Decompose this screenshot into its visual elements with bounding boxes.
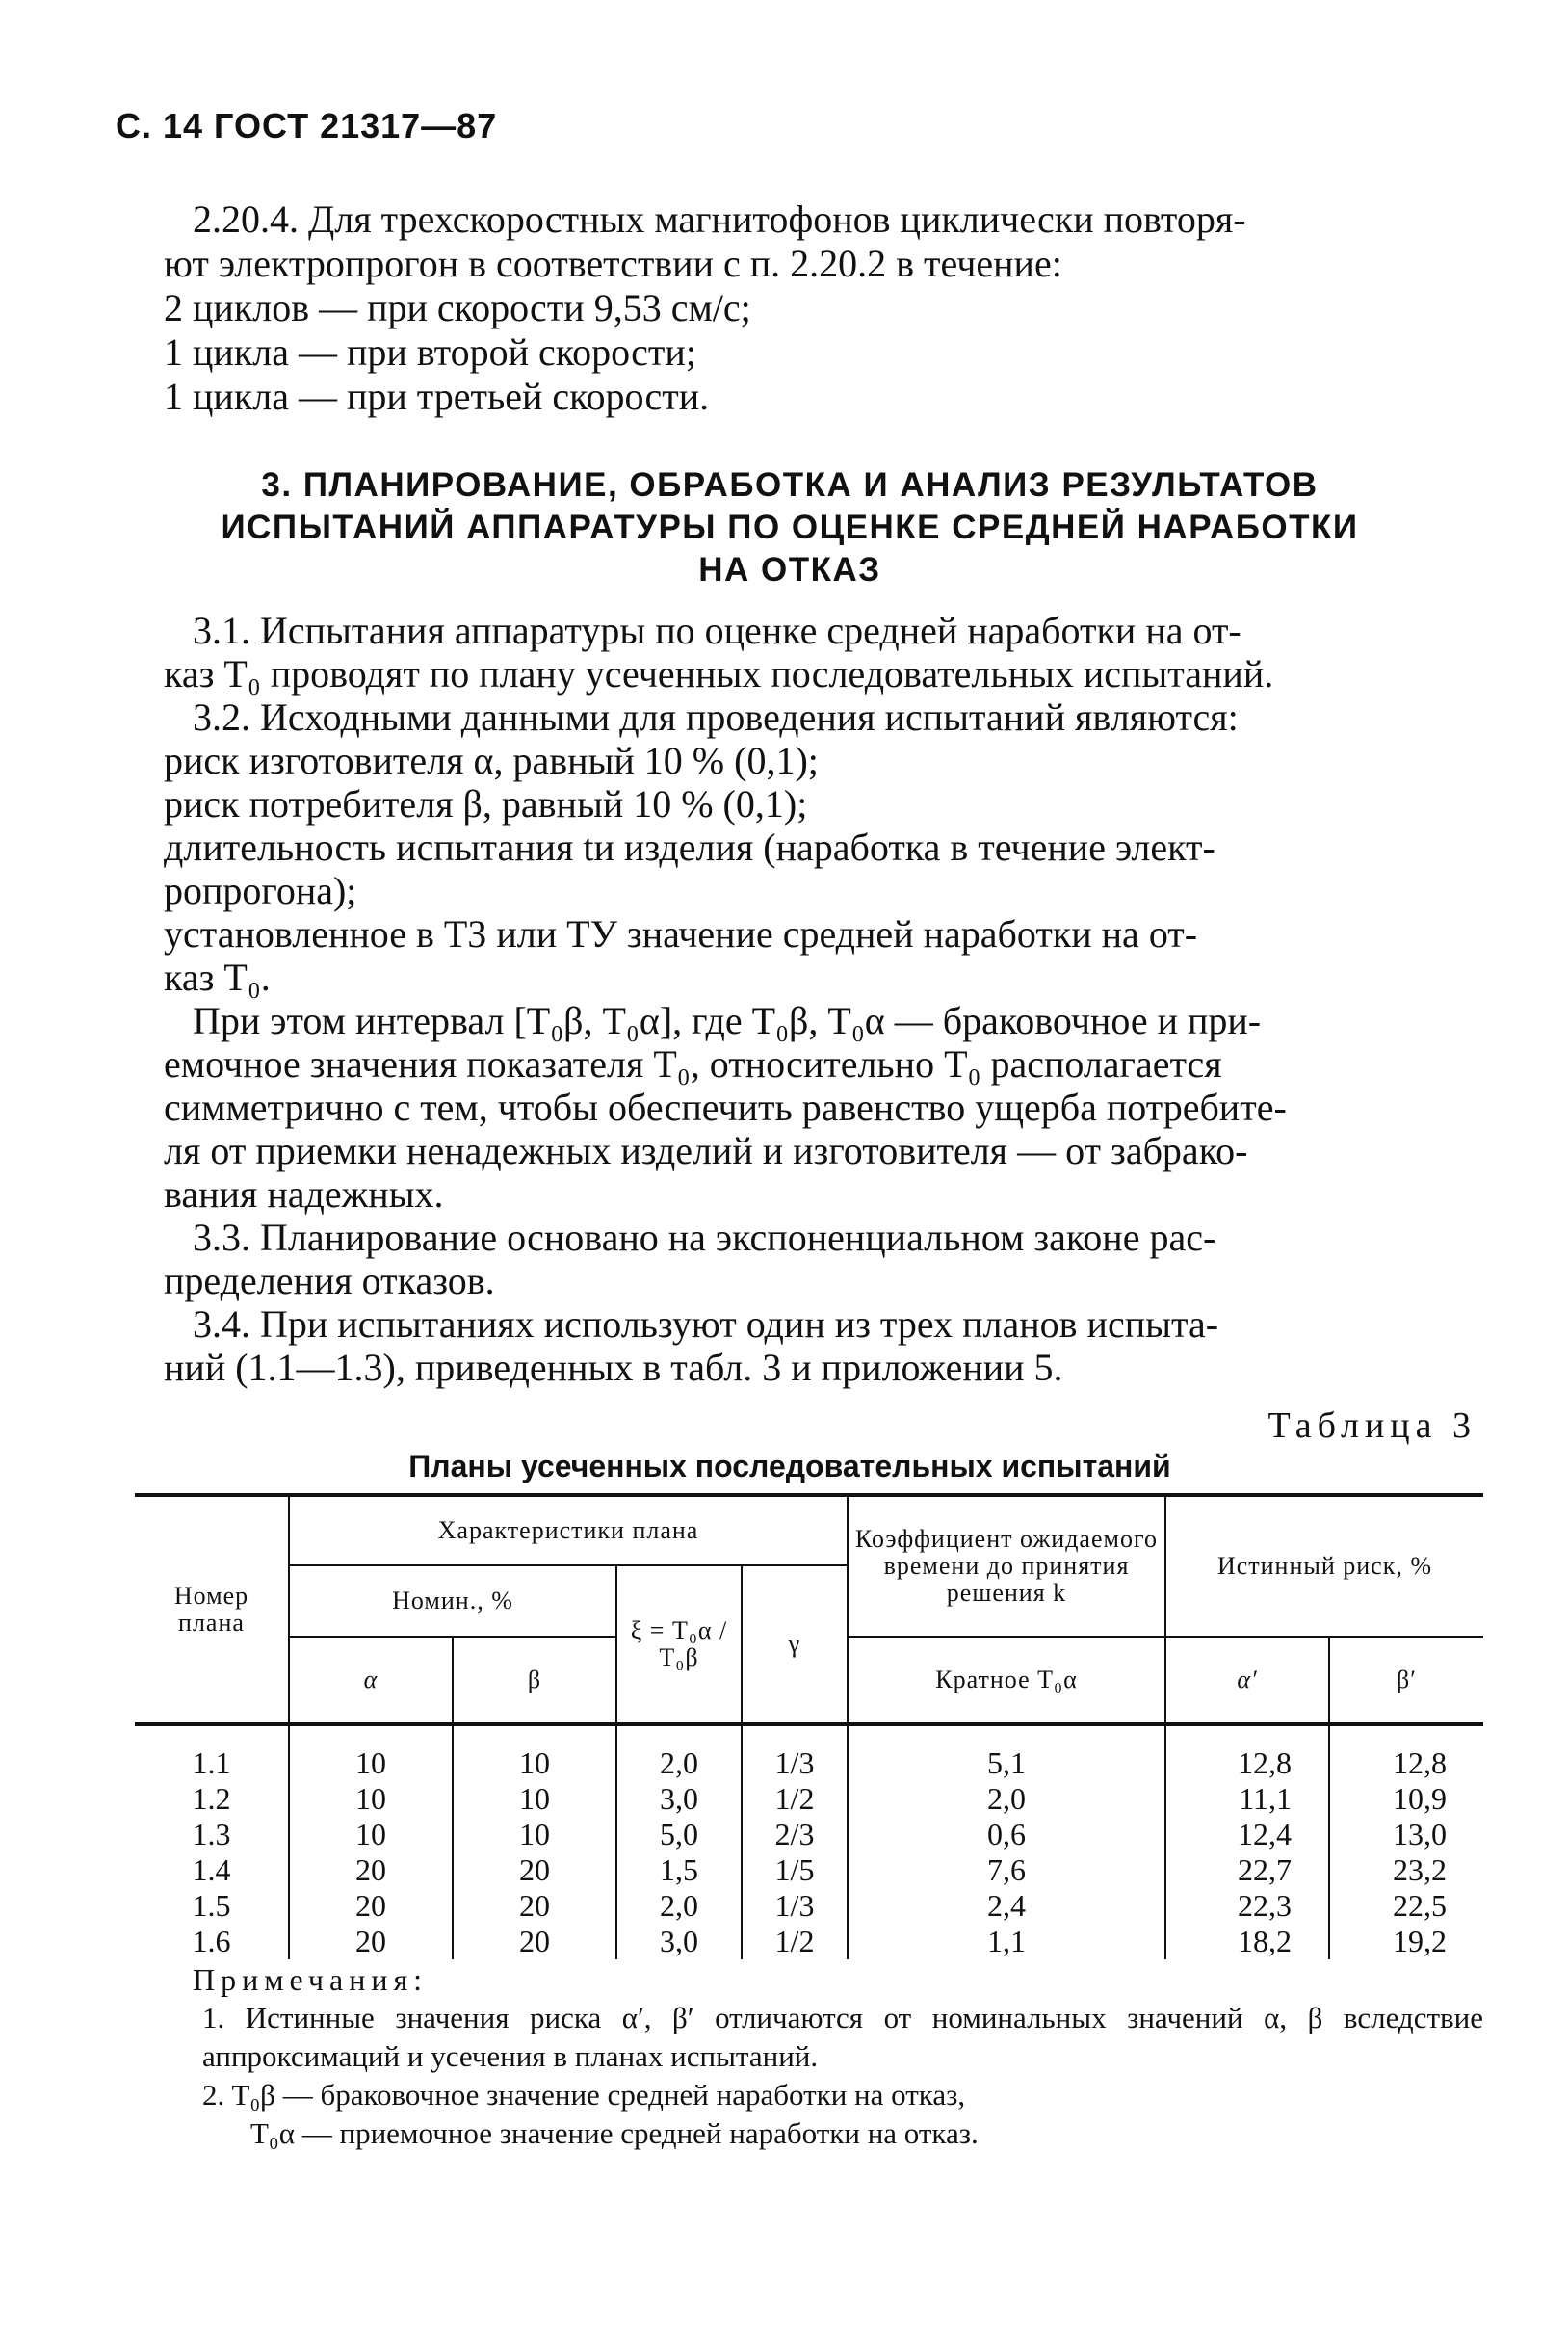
cell-beta-prime: 22,5 <box>1329 1888 1483 1924</box>
header-gamma: γ <box>742 1565 848 1724</box>
cell-alpha-prime: 12,8 <box>1165 1724 1329 1781</box>
cell-beta-prime: 10,9 <box>1329 1781 1483 1817</box>
cell-gamma: 1/3 <box>742 1888 848 1924</box>
cell-gamma: 2/3 <box>742 1817 848 1852</box>
text-line: 3.2. Исходными данными для проведения испытаний являются: <box>193 696 1239 739</box>
header-coefficient: Коэффициент ожидаемого времени до принятия решения k <box>848 1495 1165 1637</box>
notes-block <box>193 1960 1483 2153</box>
text-line: 3.4. При испытаниях используют один из трех планов испыта- <box>193 1302 1219 1346</box>
table-title: Планы усеченных последовательных испытаний <box>408 1449 1171 1483</box>
note-2b: T₀α — приемочное значение средней наработки на отказ. <box>250 2116 979 2150</box>
cell-gamma: 1/5 <box>742 1852 848 1888</box>
cell-beta: 20 <box>453 1888 616 1924</box>
cell-xi: 2,0 <box>616 1724 742 1781</box>
cell-plan: 1.5 <box>192 1888 231 1923</box>
section-title-line: НА ОТКАЗ <box>698 551 881 589</box>
cell-plan: 1.2 <box>192 1781 231 1816</box>
cell-plan: 1.4 <box>192 1852 231 1887</box>
cell-xi: 3,0 <box>616 1924 742 1959</box>
table-row <box>135 1781 1483 1817</box>
section-3-body <box>164 609 1483 1389</box>
header-true-risk: Истинный риск, % <box>1165 1495 1483 1637</box>
text-line: При этом интервал [T₀β, T₀α], где T₀β, T₀α — браковочное и при- <box>193 999 1262 1042</box>
cell-alpha: 20 <box>289 1888 453 1924</box>
cell-alpha-prime: 22,3 <box>1165 1888 1329 1924</box>
cell-xi: 5,0 <box>616 1817 742 1852</box>
header-characteristics: Характеристики плана <box>289 1495 848 1565</box>
header-multiple: Кратное T₀α <box>848 1637 1165 1724</box>
table-row <box>135 1924 1483 1959</box>
cell-xi: 2,0 <box>616 1888 742 1924</box>
header-plan-no: Номер плана <box>135 1495 289 1724</box>
table-row <box>135 1817 1483 1852</box>
table-label: Таблица 3 <box>1267 1405 1477 1446</box>
plans-table <box>135 1493 1483 1959</box>
text-line: ля от приемки ненадежных изделий и изготовителя — от забрако- <box>164 1129 1248 1172</box>
header-beta-prime: β′ <box>1329 1637 1483 1724</box>
cell-k: 0,6 <box>848 1817 1165 1852</box>
text-line: 1 цикла — при третьей скорости. <box>164 375 710 418</box>
cell-xi: 1,5 <box>616 1852 742 1888</box>
header-alpha: α <box>289 1637 453 1724</box>
text-line: ют электропрогон в соответствии с п. 2.20.2 в течение: <box>164 242 1062 285</box>
page-header: С. 14 ГОСТ 21317—87 <box>116 106 498 145</box>
notes-title: Примечания: <box>193 1962 429 1997</box>
text-line: каз T₀. <box>164 956 271 999</box>
cell-beta: 10 <box>453 1817 616 1852</box>
paragraph-2-20-4 <box>164 197 1483 419</box>
cell-k: 2,0 <box>848 1781 1165 1817</box>
cell-k: 1,1 <box>848 1924 1165 1959</box>
text-line: 2 циклов — при скорости 9,53 см/с; <box>164 286 751 329</box>
cell-alpha-prime: 12,4 <box>1165 1817 1329 1852</box>
text-line: 3.3. Планирование основано на экспоненциальном законе рас- <box>193 1216 1216 1259</box>
cell-alpha-prime: 22,7 <box>1165 1852 1329 1888</box>
header-beta: β <box>453 1637 616 1724</box>
text-line: емочное значения показателя T₀, относительно T₀ располагается <box>164 1042 1222 1086</box>
cell-alpha: 20 <box>289 1924 453 1959</box>
table-row <box>135 1852 1483 1888</box>
cell-alpha: 10 <box>289 1817 453 1852</box>
cell-beta: 10 <box>453 1724 616 1781</box>
cell-alpha-prime: 18,2 <box>1165 1924 1329 1959</box>
cell-beta-prime: 12,8 <box>1329 1724 1483 1781</box>
text-line: 2.20.4. Для трехскоростных магнитофонов циклически повторя- <box>193 197 1246 241</box>
text-line: риск изготовителя α, равный 10 % (0,1); <box>164 739 819 782</box>
cell-beta: 10 <box>453 1781 616 1817</box>
text-line: 1 цикла — при второй скорости; <box>164 330 696 374</box>
cell-plan: 1.6 <box>192 1924 231 1958</box>
text-line: риск потребителя β, равный 10 % (0,1); <box>164 782 808 826</box>
section-title <box>154 464 1425 591</box>
note-1: 1. Истинные значения риска α′, β′ отличаются от номинальных значений α, β вследствие аппроксимаций и усечения в планах испытаний. <box>202 2001 1483 2073</box>
cell-beta-prime: 13,0 <box>1329 1817 1483 1852</box>
header-alpha-prime: α′ <box>1165 1637 1329 1724</box>
cell-gamma: 1/2 <box>742 1781 848 1817</box>
cell-alpha: 20 <box>289 1852 453 1888</box>
text-line: пределения отказов. <box>164 1259 495 1302</box>
section-title-line: 3. ПЛАНИРОВАНИЕ, ОБРАБОТКА И АНАЛИЗ РЕЗУЛЬТАТОВ <box>261 466 1319 504</box>
text-line: вания надежных. <box>164 1172 444 1216</box>
cell-gamma: 1/2 <box>742 1924 848 1959</box>
text-line: установленное в ТЗ или ТУ значение средней наработки на от- <box>164 912 1198 956</box>
text-line: 3.1. Испытания аппаратуры по оценке средней наработки на от- <box>193 609 1241 652</box>
section-title-line: ИСПЫТАНИЙ АППАРАТУРЫ ПО ОЦЕНКЕ СРЕДНЕЙ НАРАБОТКИ <box>221 509 1359 546</box>
cell-k: 2,4 <box>848 1888 1165 1924</box>
table-row <box>135 1724 1483 1781</box>
text-line: ний (1.1—1.3), приведенных в табл. 3 и приложении 5. <box>164 1346 1063 1389</box>
cell-alpha: 10 <box>289 1781 453 1817</box>
header-nominal: Номин., % <box>289 1565 616 1637</box>
cell-plan: 1.3 <box>192 1817 231 1851</box>
text-line: симметрично с тем, чтобы обеспечить равенство ущерба потребите- <box>164 1086 1287 1129</box>
table-row <box>135 1888 1483 1924</box>
cell-k: 7,6 <box>848 1852 1165 1888</box>
cell-alpha: 10 <box>289 1724 453 1781</box>
cell-beta: 20 <box>453 1924 616 1959</box>
cell-gamma: 1/3 <box>742 1724 848 1781</box>
cell-xi: 3,0 <box>616 1781 742 1817</box>
cell-k: 5,1 <box>848 1724 1165 1781</box>
text-line: каз T₀ проводят по плану усеченных последовательных испытаний. <box>164 652 1274 696</box>
table-body <box>135 1724 1483 1959</box>
cell-beta: 20 <box>453 1852 616 1888</box>
text-line: длительность испытания tи изделия (наработка в течение элект- <box>164 826 1215 869</box>
cell-beta-prime: 19,2 <box>1329 1924 1483 1959</box>
cell-alpha-prime: 11,1 <box>1165 1781 1329 1817</box>
header-xi: ξ = T₀α / T₀β <box>616 1565 742 1724</box>
cell-beta-prime: 23,2 <box>1329 1852 1483 1888</box>
text-line: ропрогона); <box>164 869 357 912</box>
note-2a: 2. T₀β — браковочное значение средней наработки на отказ, <box>202 2078 966 2112</box>
cell-plan: 1.1 <box>192 1745 231 1780</box>
